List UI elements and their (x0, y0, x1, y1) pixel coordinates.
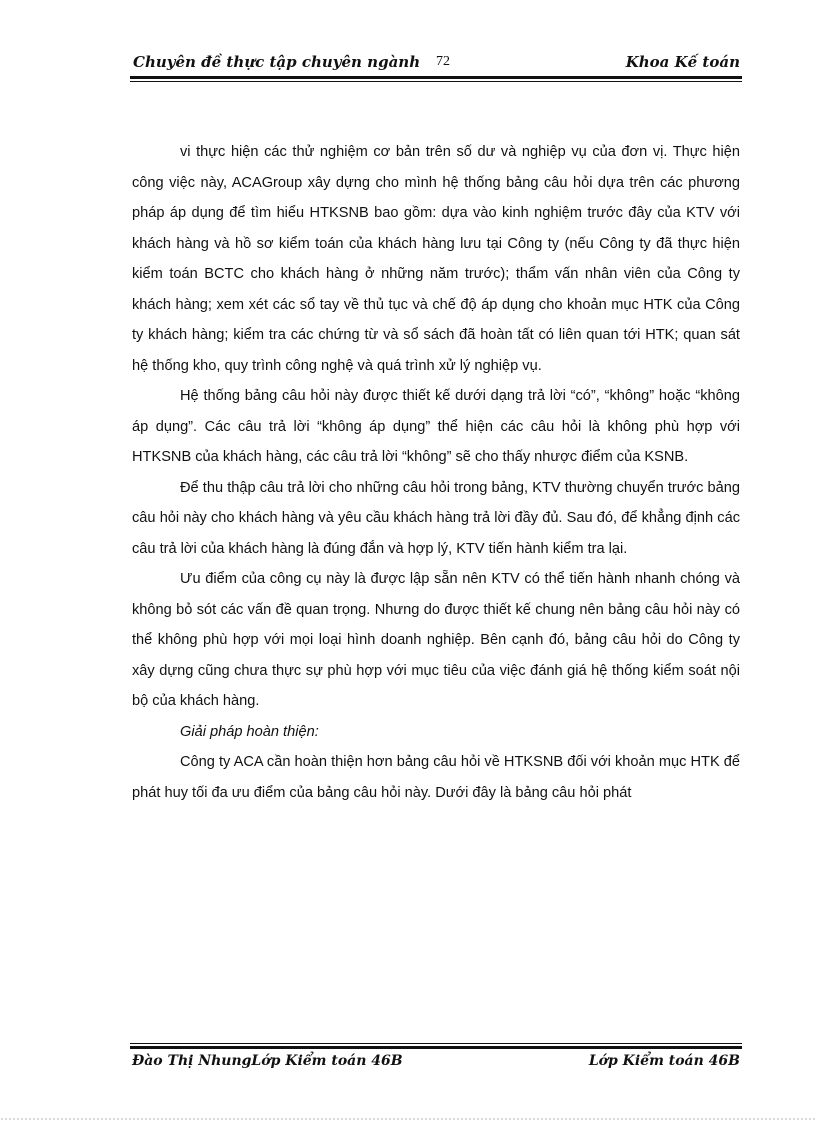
paragraph-advantages: Ưu điểm của công cụ này là được lập sẵn nên KTV có thể tiến hành nhanh chóng và không bỏ sót các vấn đề quan trọng. Nhưng do được thiết kế chung nên bảng câu hỏi này có thể không phù hợp với mọi loại hình doanh nghiệp. Bên cạnh đó, bảng câu hỏi do Công ty xây dựng cũng chưa thực sự phù hợp với mục tiêu của việc đánh giá hệ thống kiểm soát nội bộ của khách hàng. (132, 571, 740, 709)
paragraph-data-collection: Để thu thập câu trả lời cho những câu hỏi trong bảng, KTV thường chuyển trước bảng câu hỏi này cho khách hàng và yêu cầu khách hàng trả lời đầy đủ. Sau đó, để khẳng định các câu trả lời của khách hàng là đúng đắn và hợp lý, KTV tiến hành kiểm tra lại. (132, 479, 740, 557)
page-header (130, 50, 742, 74)
paragraph-testing-scope: vi thực hiện các thử nghiệm cơ bản trên số dư và nghiệp vụ của đơn vị. Thực hiện công việc này, ACAGroup xây dựng cho mình hệ thống bảng câu hỏi dựa trên các phương pháp áp dụng để tìm hiểu HTKSNB bao gồm: dựa vào kinh nghiệm trước đây của KTV với khách hàng và hồ sơ kiểm toán của khách hàng lưu tại Công ty (nếu Công ty đã thực hiện kiểm toán BCTC cho khách hàng ở những năm trước); thẩm vấn nhân viên của Công ty khách hàng; xem xét các sổ tay về thủ tục và chế độ áp dụng cho khoản mục HTK của Công ty khách hàng; kiểm tra các chứng từ và sổ sách đã hoàn tất có liên quan tới HTK; quan sát hệ thống kho, quy trình công nghệ và quá trình xử lý nghiệp vụ. (132, 144, 740, 374)
page-bottom-dotted-border (0, 1118, 816, 1120)
page-footer (130, 1049, 742, 1073)
header-rule-thick (130, 76, 742, 79)
footer-class: Lớp Kiểm toán 46B (588, 1053, 740, 1069)
page-number: 72 (436, 54, 450, 69)
header-title: Chuyên đề thực tập chuyên ngành (133, 53, 421, 71)
footer-rule-thin (130, 1043, 742, 1044)
paragraph-solution: Công ty ACA cần hoàn thiện hơn bảng câu hỏi về HTKSNB đối với khoản mục HTK để phát huy tối đa ưu điểm của bảng câu hỏi này. Dưới đây là bảng câu hỏi phát (132, 754, 740, 801)
body-text (132, 137, 740, 808)
section-heading-solution: Giải pháp hoàn thiện: (180, 723, 319, 740)
header-department: Khoa Kế toán (625, 53, 740, 71)
footer-author: Đào Thị NhungLớp Kiểm toán 46B (132, 1053, 403, 1069)
paragraph-questionnaire-format: Hệ thống bảng câu hỏi này được thiết kế dưới dạng trả lời “có”, “không” hoặc “không áp dụng”. Các câu trả lời “không áp dụng” thể hiện các câu hỏi là không phù hợp với HTKSNB của khách hàng, các câu trả lời “không” sẽ cho thấy nhược điểm của KSNB. (132, 388, 740, 465)
header-rule-thin (130, 81, 742, 82)
